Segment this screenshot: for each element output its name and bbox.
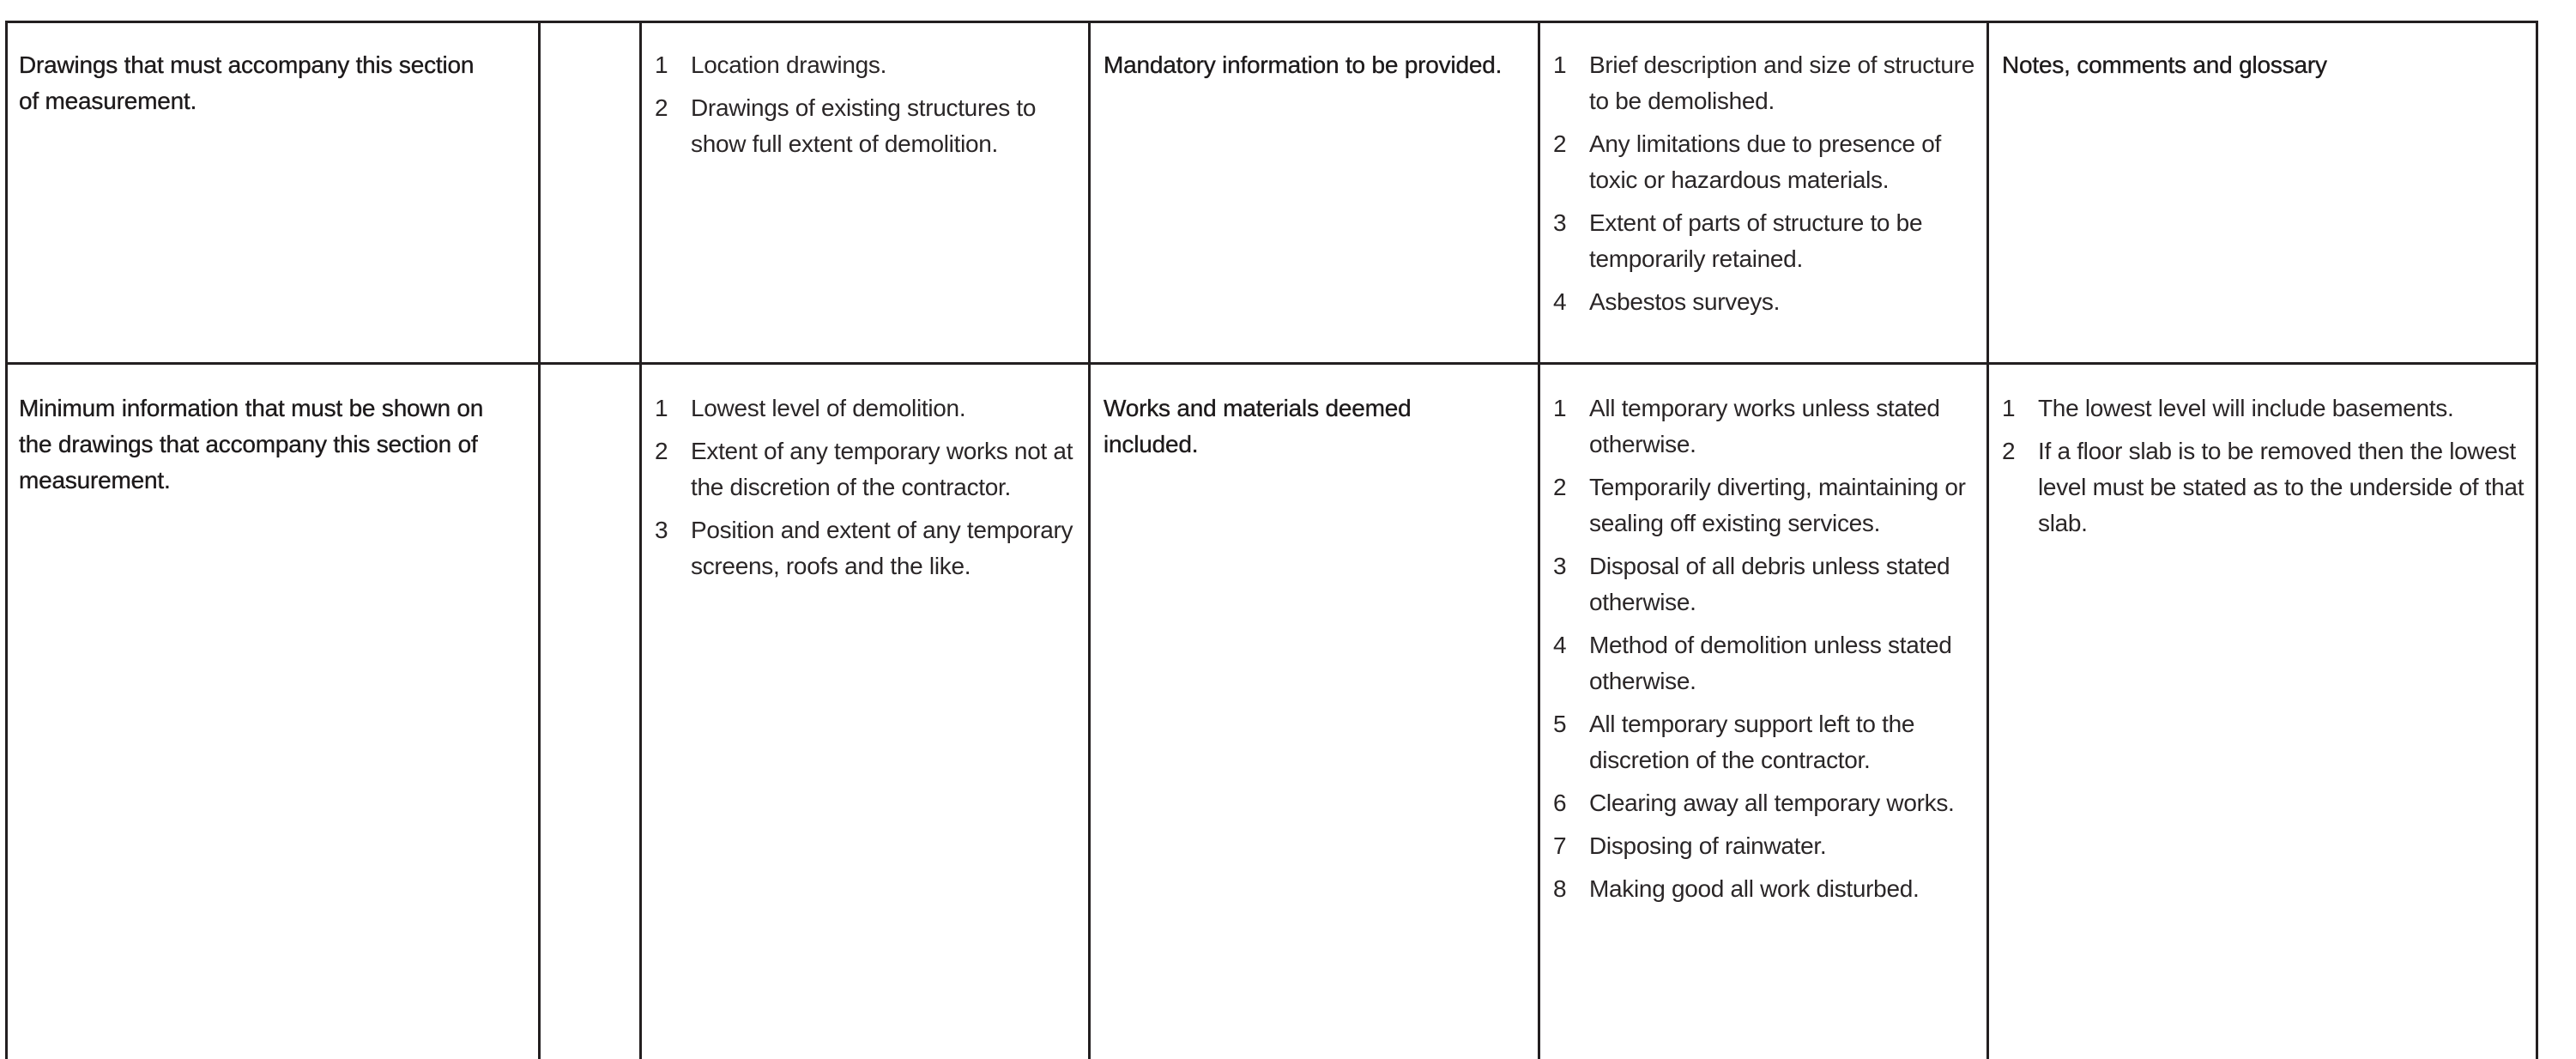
item-number: 1 (655, 395, 668, 421)
list-item (1553, 126, 1979, 198)
list-item (655, 433, 1079, 505)
row2-notes-list (1989, 390, 2536, 548)
list-item (1553, 828, 1979, 864)
item-text: Clearing away all temporary works. (1589, 790, 1955, 816)
row1-mandatory-heading: Mandatory information to be provided. (1104, 51, 1503, 78)
list-item (1553, 205, 1979, 277)
item-number: 3 (1553, 209, 1567, 236)
item-number: 4 (1553, 288, 1567, 315)
item-text: Position and extent of any temporary screens, roofs and the like. (691, 517, 1073, 579)
column-divider-3 (1088, 21, 1091, 1059)
list-item (2002, 433, 2527, 542)
item-number: 2 (655, 94, 668, 121)
item-number: 1 (1553, 395, 1567, 421)
item-text: Lowest level of demolition. (691, 395, 966, 421)
table-top-border (6, 21, 2537, 23)
column-divider-1 (538, 21, 541, 1059)
item-number: 2 (1553, 474, 1567, 500)
item-number: 6 (1553, 790, 1567, 816)
row2-deemed-included-list (1540, 390, 1987, 914)
item-number: 2 (1553, 130, 1567, 157)
list-item (1553, 627, 1979, 699)
item-number: 1 (1553, 51, 1567, 78)
item-number: 1 (2002, 395, 2016, 421)
item-number: 7 (1553, 832, 1567, 859)
list-item (655, 512, 1079, 584)
item-text: Making good all work disturbed. (1589, 875, 1920, 902)
row1-drawings-list (642, 47, 1088, 169)
item-text: Extent of any temporary works not at the discretion of the contractor. (691, 438, 1073, 500)
item-text: All temporary support left to the discretion of the contractor. (1589, 711, 1915, 773)
table-left-border (5, 21, 8, 1059)
item-text: Any limitations due to presence of toxic or hazardous materials. (1589, 130, 1942, 193)
row1-mandatory-list (1540, 47, 1987, 327)
list-item (1553, 706, 1979, 778)
list-item (655, 390, 1079, 427)
row1-rule-heading: Drawings that must accompany this section of measurement. (19, 51, 475, 114)
item-text: Drawings of existing structures to show full extent of demolition. (691, 94, 1037, 157)
item-number: 2 (655, 438, 668, 464)
row1-notes-heading: Notes, comments and glossary (2002, 51, 2327, 78)
list-item (1553, 548, 1979, 620)
list-item (1553, 469, 1979, 542)
item-number: 4 (1553, 632, 1567, 658)
list-item (655, 90, 1079, 162)
list-item (1553, 390, 1979, 463)
list-item (2002, 390, 2527, 427)
item-number: 8 (1553, 875, 1567, 902)
item-text: The lowest level will include basements. (2038, 395, 2454, 421)
list-item (655, 47, 1079, 83)
item-text: Method of demolition unless stated otherwise. (1589, 632, 1952, 694)
table-right-border (2536, 21, 2538, 1059)
list-item (1553, 47, 1979, 119)
item-number: 2 (2002, 438, 2016, 464)
item-number: 3 (1553, 553, 1567, 579)
item-text: Extent of parts of structure to be temporarily retained. (1589, 209, 1923, 272)
item-number: 3 (655, 517, 668, 543)
item-number: 5 (1553, 711, 1567, 737)
item-text: All temporary works unless stated otherwise. (1589, 395, 1940, 457)
item-number: 1 (655, 51, 668, 78)
item-text: Temporarily diverting, maintaining or sealing off existing services. (1589, 474, 1966, 536)
list-item (1553, 785, 1979, 821)
item-text: Location drawings. (691, 51, 887, 78)
row-divider (6, 362, 2537, 365)
row2-rule-heading: Minimum information that must be shown on the drawings that accompany this section of measurement. (19, 395, 484, 493)
item-text: Disposing of rainwater. (1589, 832, 1827, 859)
row2-deemed-included-heading: Works and materials deemed included. (1104, 395, 1412, 457)
item-text: Asbestos surveys. (1589, 288, 1781, 315)
item-text: Brief description and size of structure to be demolished. (1589, 51, 1974, 114)
row2-drawings-list (642, 390, 1088, 591)
item-text: If a floor slab is to be removed then the lowest level must be stated as to the underside of that slab. (2038, 438, 2525, 536)
list-item (1553, 284, 1979, 320)
list-item (1553, 871, 1979, 907)
item-text: Disposal of all debris unless stated otherwise. (1589, 553, 1950, 615)
